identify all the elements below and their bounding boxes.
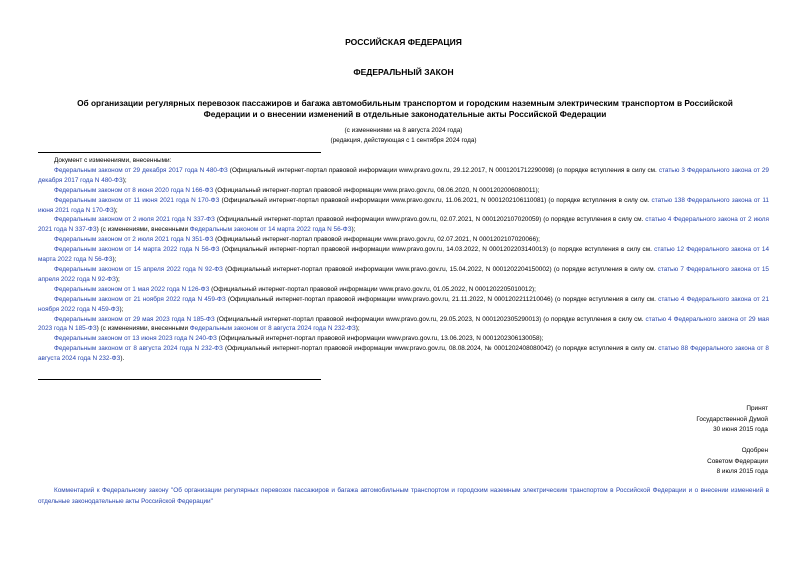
amendment-item [38, 235, 769, 245]
amendment-article-link[interactable]: статью 4 Федерального закона от 29 мая 2023 года N 185-ФЗ [38, 315, 769, 333]
amendment-source-text: (Официальный интернет-портал правовой информации www.pravo.gov.ru, 21.11.2022, N 0001202211210046) (о порядке вступления в силу см. [225, 295, 659, 303]
amendment-end-text: ); [113, 206, 118, 214]
amendment-article-link[interactable]: статью 7 Федерального закона от 15 апреля 2022 года N 92-ФЗ [38, 265, 769, 283]
amendment-item [38, 315, 769, 335]
amendment-item [38, 196, 769, 216]
edition-note: (редакция, действующая с 1 сентября 2024 года) [330, 137, 477, 144]
amendment-law-link[interactable]: Федеральным законом от 15 апреля 2022 года N 92-ФЗ [54, 265, 223, 273]
amendment-article-link[interactable]: статью 3 Федерального закона от 29 декабря 2017 года N 480-ФЗ [38, 166, 769, 184]
amendment-end-text: ); [119, 305, 124, 313]
approved-body: Советом Федерации [707, 457, 768, 465]
amendment-article-link[interactable]: статью 88 Федерального закона от 8 августа 2024 года N 232-ФЗ [38, 345, 769, 363]
amendment-item [38, 245, 769, 265]
amendment-item [38, 265, 769, 285]
amendment-extra-text: ) (с изменениями, внесенными [96, 226, 190, 234]
approved-block [707, 446, 768, 478]
accepted-date: 30 июня 2015 года [713, 426, 768, 433]
amendment-law-link[interactable]: Федеральным законом от 21 ноября 2022 года N 459-ФЗ [54, 295, 226, 303]
amendment-law-link[interactable]: Федеральным законом от 1 мая 2022 года N 126-ФЗ [54, 285, 210, 293]
amendment-extra-link[interactable]: Федеральным законом от 8 августа 2024 года N 232-ФЗ [189, 325, 356, 333]
amendment-article-link[interactable]: статью 12 Федерального закона от 14 марта 2022 года N 56-ФЗ [38, 246, 770, 264]
amendment-law-link[interactable]: Федеральным законом от 29 декабря 2017 года N 480-ФЗ [54, 166, 228, 174]
amendment-article-link[interactable]: статью 138 Федерального закона от 11 июня 2021 года N 170-ФЗ [38, 196, 769, 214]
country-heading: РОССИЙСКАЯ ФЕДЕРАЦИЯ [345, 37, 462, 47]
comment-link[interactable]: Комментарий к Федеральному закону "Об организации регулярных перевозок пассажиров и багажа автомобильным транспортом и городским наземным электрическим транспортом в Российской Федерации и о внесении изменений в отдельные законодательные акты Российской Федерации" [38, 487, 769, 505]
amendment-article-link[interactable]: статью 4 Федерального закона от 21 ноября 2022 года N 459-ФЗ [38, 295, 770, 313]
changes-items [38, 166, 769, 364]
amendment-article-link[interactable]: статью 4 Федерального закона от 2 июля 2021 года N 337-ФЗ [38, 216, 769, 234]
amendment-source-text: (Официальный интернет-портал правовой информации www.pravo.gov.ru, 15.04.2022, N 0001202204150002) (о порядке вступления в силу см. [222, 265, 658, 273]
amendment-end-text: ); [122, 176, 127, 184]
amendment-item [38, 166, 769, 186]
approved-date: 8 июля 2015 года [716, 468, 768, 475]
approved-label: Одобрен [741, 447, 768, 454]
amendment-end-text: ); [355, 325, 360, 333]
amendment-extra-text: ) (с изменениями, внесенными [96, 325, 190, 333]
amendment-source-text: (Официальный интернет-портал правовой информации www.pravo.gov.ru, 13.06.2023, N 0001202306130058); [216, 335, 544, 343]
amendment-end-text: ); [115, 275, 120, 283]
amendment-law-link[interactable]: Федеральным законом от 8 августа 2024 года N 232-ФЗ [54, 345, 223, 353]
amendment-law-link[interactable]: Федеральным законом от 13 июня 2023 года N 240-ФЗ [54, 335, 217, 343]
changes-list [38, 156, 769, 364]
amendment-source-text: (Официальный интернет-портал правовой информации www.pravo.gov.ru, 02.07.2021, N 0001202107020066); [213, 236, 540, 244]
amendment-law-link[interactable]: Федеральным законом от 8 июня 2020 года N 166-ФЗ [54, 186, 214, 194]
amendment-source-text: (Официальный интернет-портал правовой информации www.pravo.gov.ru, 14.03.2022, N 0001202203140013) (о порядке вступления в силу см. [219, 246, 655, 254]
accepted-body: Государственной Думой [696, 415, 768, 423]
amendment-item [38, 186, 769, 196]
amendment-end-text: ). [120, 355, 125, 363]
amendment-item [38, 344, 769, 364]
amendment-law-link[interactable]: Федеральным законом от 11 июня 2021 года N 170-ФЗ [54, 196, 220, 204]
law-type-heading: ФЕДЕРАЛЬНЫЙ ЗАКОН [353, 67, 454, 77]
amendment-law-link[interactable]: Федеральным законом от 14 марта 2022 года N 56-ФЗ [54, 246, 220, 254]
amendment-law-link[interactable]: Федеральным законом от 2 июля 2021 года N 337-ФЗ [54, 216, 215, 224]
accepted-label: Принят [746, 405, 768, 412]
amendment-item [38, 285, 769, 295]
law-title: Об организации регулярных перевозок пассажиров и багажа автомобильным транспортом и городским наземным электрическим транспортом в Российской Федерации и о внесении изменений в отдельные законодательные акты Российской Федерации [77, 98, 733, 119]
amendment-item [38, 295, 769, 315]
amendment-source-text: (Официальный интернет-портал правовой информации www.pravo.gov.ru, 08.08.2024, № 0001202408080042) (о порядке вступления в силу см. [222, 345, 659, 353]
amendment-end-text: ); [112, 256, 117, 264]
amended-note: (с изменениями на 8 августа 2024 года) [344, 127, 463, 134]
accepted-block [696, 404, 768, 436]
amendment-source-text: (Официальный интернет-портал правовой информации www.pravo.gov.ru, 11.06.2021, N 0001202106110081) (о порядке вступления в силу см. [219, 196, 652, 204]
amendment-extra-link[interactable]: Федеральным законом от 14 марта 2022 года N 56-ФЗ [189, 226, 352, 234]
amendment-source-text: (Официальный интернет-портал правовой информации www.pravo.gov.ru, 29.05.2023, N 0001202305290013) (о порядке вступления в силу см. [214, 315, 646, 323]
amendment-source-text: (Официальный интернет-портал правовой информации www.pravo.gov.ru, 29.12.2017, N 0001201712290098) (о порядке вступления в силу см. [227, 166, 659, 174]
amendment-source-text: (Официальный интернет-портал правовой информации www.pravo.gov.ru, 02.07.2021, N 0001202107020059) (о порядке вступления в силу см. [214, 216, 646, 224]
amendment-source-text: (Официальный интернет-портал правовой информации www.pravo.gov.ru, 08.06.2020, N 0001202006080011); [213, 186, 540, 194]
bottom-divider [38, 379, 321, 380]
amendment-law-link[interactable]: Федеральным законом от 29 мая 2023 года N 185-ФЗ [54, 315, 215, 323]
changes-intro: Документ с изменениями, внесенными: [54, 157, 172, 164]
amendment-item [38, 215, 769, 235]
amendment-source-text: (Официальный интернет-портал правовой информации www.pravo.gov.ru, 01.05.2022, N 0001202205010012); [209, 285, 536, 293]
amendment-end-text: ); [351, 226, 356, 234]
amendment-law-link[interactable]: Федеральным законом от 2 июля 2021 года N 351-ФЗ [54, 236, 214, 244]
top-divider [38, 152, 321, 153]
amendment-item [38, 334, 769, 344]
